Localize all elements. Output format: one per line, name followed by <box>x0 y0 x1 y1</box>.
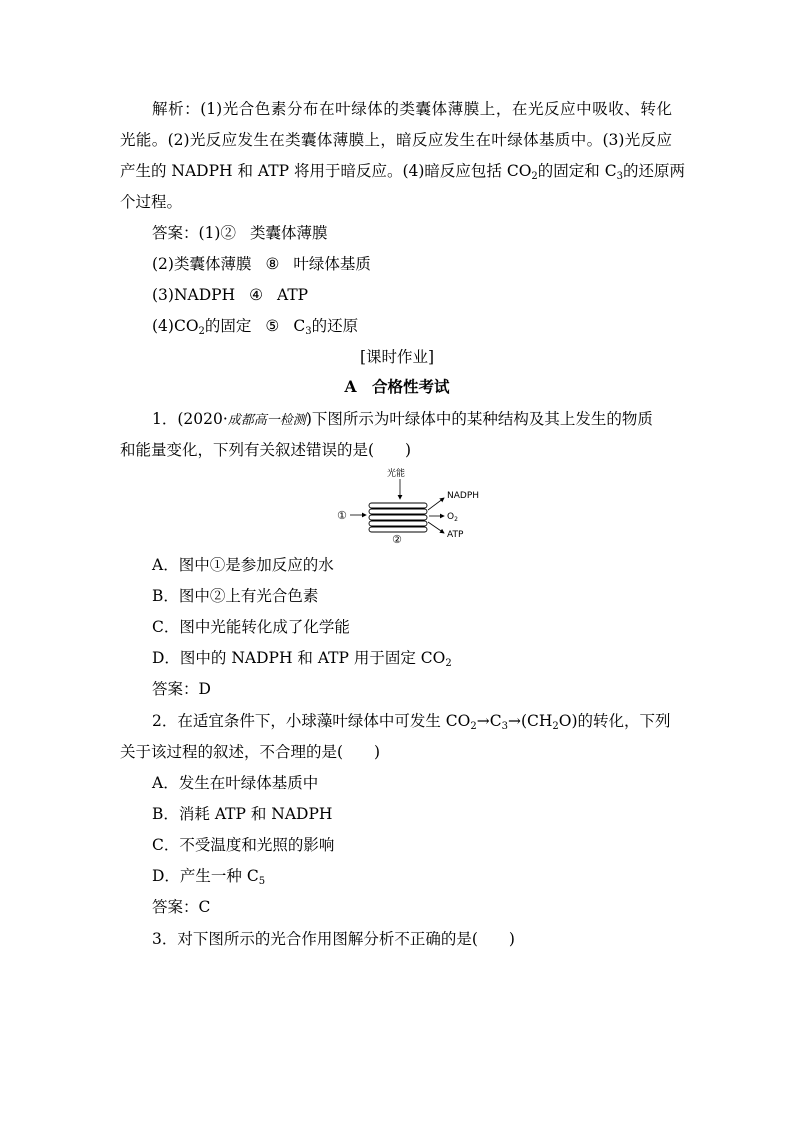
q3-number: 3． <box>152 930 178 948</box>
q2-stem-line-1: 2．在适宜条件下，小球藻叶绿体中可发生 $CO_2\to C_3\to(CH_2O)$的转化，下列 <box>152 712 671 732</box>
analysis-line-4: 个过程。 <box>120 193 183 211</box>
q1-source: 成都高一检测 <box>227 413 306 428</box>
output-arrow-nadph <box>428 498 444 510</box>
analysis-line-2: 光能。(2)光反应发生在类囊体薄膜上，暗反应发生在叶绿体基质中。(3)光反应 <box>120 131 672 149</box>
q1-answer: 答案：D <box>152 680 211 698</box>
q2-answer: 答案：C <box>152 898 211 916</box>
answer-line-3: (3)NADPH ④ ATP <box>152 286 309 304</box>
q1-number: 1． <box>152 410 178 428</box>
q2-option-a: A．发生在叶绿体基质中 <box>152 774 319 792</box>
q1-stem-line-2: 和能量变化，下列有关叙述错误的是( ) <box>120 441 412 459</box>
membrane-marker-2: ② <box>392 533 402 546</box>
output-atp-label: ATP <box>447 530 464 540</box>
q2-stem-line-2: 关于该过程的叙述，不合理的是( ) <box>120 743 381 761</box>
input-marker-1: ① <box>337 509 347 522</box>
answer-line-1: 答案：(1)② 类囊体薄膜 <box>152 224 328 242</box>
section-subtitle: A 合格性考试 <box>344 377 450 396</box>
answer-label: 答案： <box>152 224 199 242</box>
output-o2-label: $O_2$ <box>447 512 458 523</box>
q2-option-d: D．产生一种 $C_5$ <box>152 867 266 887</box>
q2-number: 2． <box>152 712 178 730</box>
q3-stem: 3．对下图所示的光合作用图解分析不正确的是( ) <box>152 930 515 948</box>
q2-option-c: C．不受温度和光照的影响 <box>152 836 335 854</box>
analysis-label: 解析： <box>152 100 201 118</box>
q1-option-c: C．图中光能转化成了化学能 <box>152 618 350 636</box>
light-energy-label: 光能 <box>387 469 406 479</box>
section-title: [课时作业] <box>359 348 435 366</box>
q1-option-d: D．图中的 NADPH 和 ATP 用于固定 $CO_2$ <box>152 649 452 669</box>
q2-option-b: B．消耗 ATP 和 NADPH <box>152 805 333 823</box>
q1-option-b: B．图中②上有光合色素 <box>152 587 319 605</box>
answer-line-4: $(4)CO_2$的固定 ⑤ $C_3$的还原 <box>152 317 359 337</box>
output-nadph-label: NADPH <box>447 491 480 501</box>
analysis-line-3: 产生的 NADPH 和 ATP 将用于暗反应。(4)暗反应包括 $CO_2$的固定和 $C_3$的还原两 <box>120 162 685 182</box>
thylakoid-diagram <box>335 466 485 546</box>
thylakoid-stack <box>369 503 427 532</box>
answer-line-2: (2)类囊体薄膜 ⑧ 叶绿体基质 <box>152 255 371 273</box>
q1-stem-line-1: 1．(2020·成都高一检测)下图所示为叶绿体中的某种结构及其上发生的物质 <box>152 410 653 428</box>
q1-option-a: A．图中①是参加反应的水 <box>152 556 334 574</box>
analysis-line-1: 解析：(1)光合色素分布在叶绿体的类囊体薄膜上，在光反应中吸收、转化 <box>152 100 672 118</box>
output-arrow-atp <box>428 522 444 533</box>
